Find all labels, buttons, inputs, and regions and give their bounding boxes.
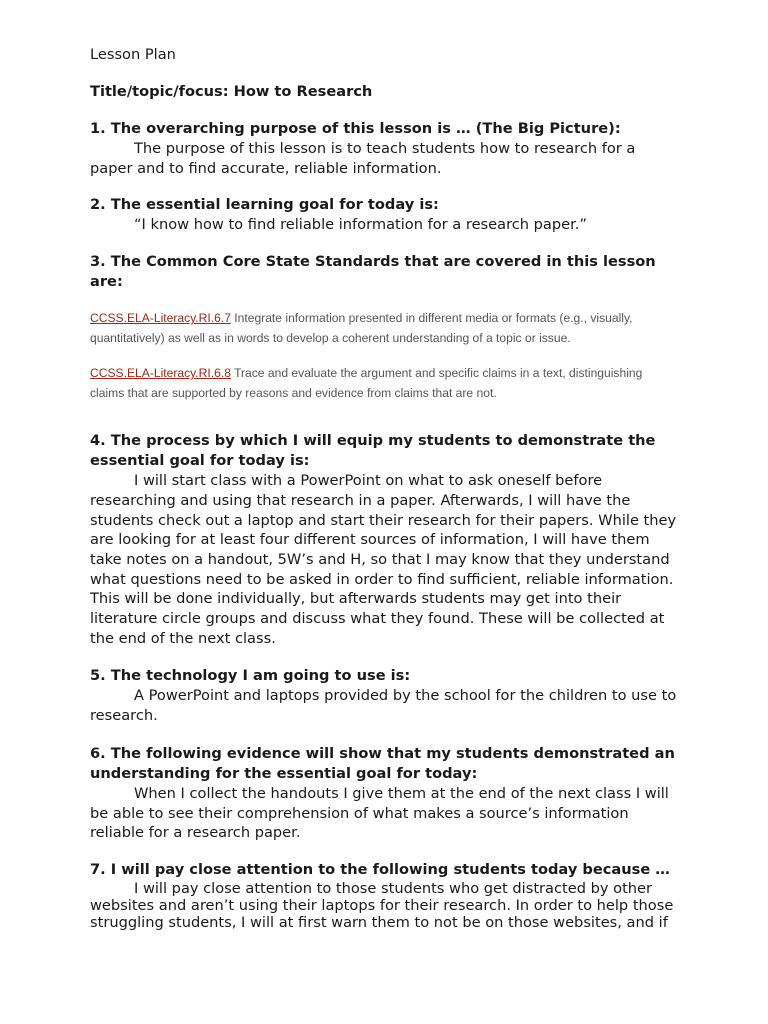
section-body: “I know how to find reliable information for a research paper.”: [134, 216, 587, 234]
section-heading: 6. The following evidence will show that my students demonstrated an understanding for the essential goal for today:: [90, 744, 675, 782]
section-heading: 7. I will pay close attention to the following students today because …: [90, 860, 670, 878]
standard-item: [90, 364, 678, 403]
standard-item: [90, 309, 678, 348]
section-evidence: [90, 744, 678, 843]
section-body: When I collect the handouts I give them at the end of the next class I will be able to see their comprehension of what makes a source’s information reliable for a research paper.: [90, 784, 669, 842]
section-learning-goal: [90, 195, 678, 235]
standard-code-link[interactable]: CCSS.ELA-Literacy.RI.6.8: [90, 366, 231, 381]
standard-text: Trace and evaluate the argument and specific claims in a text, distinguishing claims that are supported by reasons and evidence from claims that are not.: [90, 366, 643, 400]
section-body: I will start class with a PowerPoint on what to ask oneself before researching and using that research in a paper. Afterwards, I will have the students check out a laptop and start their research for their papers. While they are looking for at least four different sources of information, I will have them take notes on a handout, 5W’s and H, so that I may know that they understand what questions need to be asked in order to find sufficient, reliable information. This will be done individually, but afterwards students may get into their literature circle groups and discuss what they found. These will be collected at the end of the next class.: [90, 472, 677, 647]
section-process: [90, 431, 678, 648]
section-purpose: [90, 119, 678, 178]
section-heading: 2. The essential learning goal for today is:: [90, 196, 439, 214]
section-body: I will pay close attention to those students who get distracted by other websites and aren’t using their laptops for their research. In order to help those struggling students, I will at first warn them to not be on those websites, and if: [90, 879, 674, 931]
section-heading: 3. The Common Core State Standards that are covered in this lesson are:: [90, 253, 656, 291]
document-title: Lesson Plan: [90, 46, 176, 63]
section-heading: 1. The overarching purpose of this lesson is … (The Big Picture):: [90, 120, 621, 137]
lesson-topic: Title/topic/focus: How to Research: [90, 83, 373, 100]
standard-text: Integrate information presented in different media or formats (e.g., visually, quantitatively) as well as in words to develop a coherent understanding of a topic or issue.: [90, 311, 633, 345]
section-technology: [90, 666, 678, 725]
section-standards: [90, 252, 678, 403]
section-body: A PowerPoint and laptops provided by the school for the children to use to research.: [90, 687, 677, 725]
standard-code-link[interactable]: CCSS.ELA-Literacy.RI.6.7: [90, 311, 231, 326]
section-heading: 5. The technology I am going to use is:: [90, 667, 411, 685]
section-attention: [90, 860, 678, 931]
section-heading: 4. The process by which I will equip my students to demonstrate the essential goal for today is:: [90, 432, 656, 470]
section-body: The purpose of this lesson is to teach students how to research for a paper and to find accurate, reliable information.: [90, 140, 636, 177]
